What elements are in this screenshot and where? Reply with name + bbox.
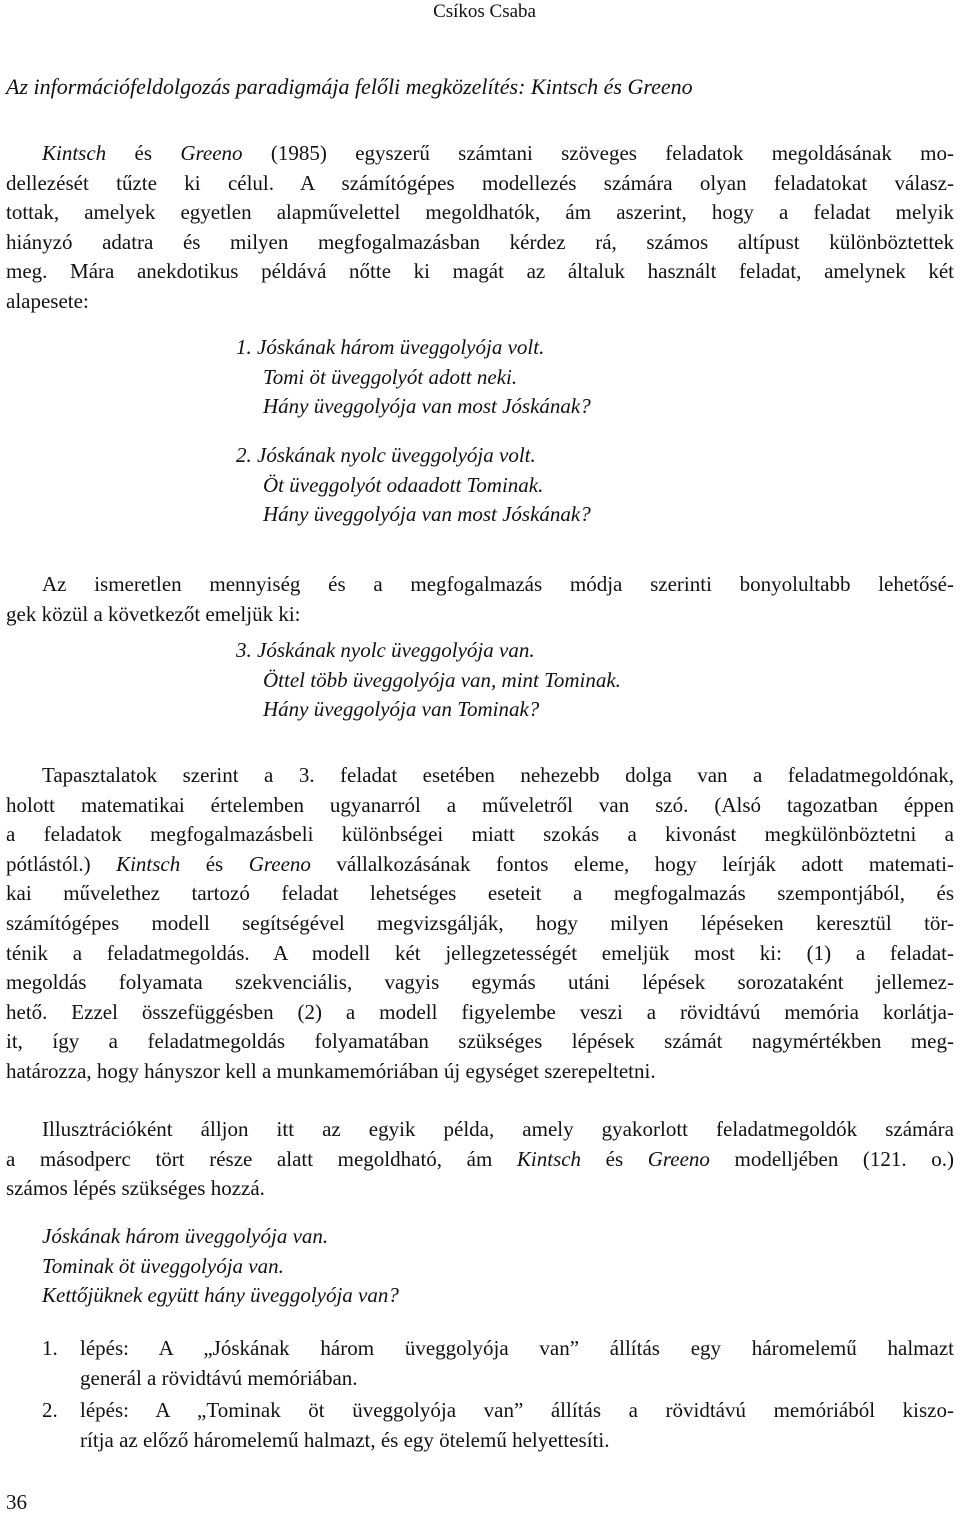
example-problem-2 xyxy=(236,441,591,530)
page xyxy=(6,0,954,1517)
example-line: Tomi öt üveggolyót adott neki. xyxy=(263,364,518,389)
text-line: alapesete: xyxy=(6,288,89,313)
text-line: határozza, hogy hányszor kell a munkamemóriában új egységet szerepeltetni. xyxy=(6,1058,656,1083)
section-title: Az információfeldolgozás paradigmája felőli megközelítés: Kintsch és Greeno xyxy=(6,74,693,99)
step-number: 1. xyxy=(42,1336,58,1360)
page-number: 36 xyxy=(6,1490,27,1514)
step-text-line: generál a rövidtávú memóriában. xyxy=(80,1365,358,1390)
text-line: kai művelethez tartozó feladat lehetséges eseteit a megfogalmazás szempontjából, és xyxy=(6,881,954,906)
text-line: Az ismeretlen mennyiség és a megfogalmazás módja szerinti bonyolultabb lehetősé- xyxy=(42,572,954,596)
running-header-author: Csíkos Csaba xyxy=(433,1,536,22)
text-line: meg. Mára anekdotikus példává nőtte ki magát az általuk használt feladat, amelynek két xyxy=(6,259,954,284)
text-line: gek közül a következőt emeljük ki: xyxy=(6,601,301,626)
text-line: it, így a feladatmegoldás folyamatában szükséges lépések számát nagymértékben meg- xyxy=(6,1029,954,1054)
text-line: hiányzó adatra és milyen megfogalmazásban kérdez rá, számos altípust különböztettek xyxy=(6,229,954,254)
step-text-line: rítja az előző háromelemű halmazt, és egy ötelemű helyettesíti. xyxy=(80,1427,610,1452)
text-line: pótlástól.) Kintsch és Greeno vállalkozásának fontos eleme, hogy leírják adott matemati- xyxy=(6,851,954,876)
text-line: dellezését tűzte ki célul. A számítógépes modellezés számára olyan feladatokat válasz- xyxy=(6,170,954,195)
example-line: Tominak öt üveggolyója van. xyxy=(42,1253,284,1278)
text-line: Kintsch és Greeno (1985) egyszerű számtani szöveges feladatok megoldásának mo- xyxy=(42,141,955,165)
step-number: 2. xyxy=(42,1398,58,1423)
paragraph-experience xyxy=(6,761,954,1087)
paragraph-intro xyxy=(6,139,954,317)
example-line: 2. Jóskának nyolc üveggolyója volt. xyxy=(236,443,536,467)
text-line: ténik a feladatmegoldás. A modell két jellegzetességét emeljük most ki: (1) a feladat- xyxy=(6,940,954,965)
step-item xyxy=(42,1334,954,1393)
example-line: Öttel több üveggolyója van, mint Tominak. xyxy=(263,667,621,692)
example-line: 1. Jóskának három üveggolyója volt. xyxy=(236,335,545,359)
example-line: Öt üveggolyót odaadott Tominak. xyxy=(263,472,544,497)
example-line: 3. Jóskának nyolc üveggolyója van. xyxy=(236,638,535,662)
example-problem-1 xyxy=(236,333,591,422)
text-line: megoldás folyamata szekvenciális, vagyis egymás utáni lépések sorozataként jellemez- xyxy=(6,970,954,995)
example-line: Hány üveggolyója van most Jóskának? xyxy=(263,394,591,419)
text-line: a másodperc tört része alatt megoldható, ám Kintsch és Greeno modelljében (121. o.) xyxy=(6,1146,954,1171)
text-line: a feladatok megfogalmazásbeli különbségei miatt szokás a kivonást megkülönböztetni a xyxy=(6,822,954,847)
text-line: Illusztrációként álljon itt az egyik példa, amely gyakorlott feladatmegoldók számára xyxy=(42,1117,954,1141)
model-steps-list xyxy=(42,1334,954,1458)
paragraph-illustration xyxy=(6,1115,954,1204)
step-text-line: lépés: A „Jóskának három üveggolyója van” állítás egy háromelemű halmazt xyxy=(80,1336,954,1360)
example-problem-3 xyxy=(236,636,621,725)
step-item xyxy=(42,1396,954,1455)
text-line: számos lépés szükséges hozzá. xyxy=(6,1176,265,1201)
example-line: Jóskának három üveggolyója van. xyxy=(42,1224,329,1248)
text-line: számítógépes modell segítségével megvizsgálják, hogy milyen lépéseken keresztül tör- xyxy=(6,910,954,935)
paragraph-complex-cases xyxy=(6,570,954,629)
step-text-line: lépés: A „Tominak öt üveggolyója van” állítás a rövidtávú memóriából kiszo- xyxy=(80,1398,954,1423)
text-line: Tapasztalatok szerint a 3. feladat esetében nehezebb dolga van a feladatmegoldónak, xyxy=(42,763,954,787)
text-line: hető. Ezzel összefüggésben (2) a modell figyelembe veszi a rövidtávú memória korlátja- xyxy=(6,999,954,1024)
example-line: Kettőjüknek együtt hány üveggolyója van? xyxy=(42,1283,399,1308)
example-problem-illustration xyxy=(42,1222,399,1311)
text-line: holott matematikai értelemben ugyanarról a műveletről van szó. (Alsó tagozatban éppen xyxy=(6,792,954,817)
text-line: tottak, amelyek egyetlen alapművelettel megoldhatók, ám aszerint, hogy a feladat melyik xyxy=(6,200,954,225)
example-line: Hány üveggolyója van most Jóskának? xyxy=(263,502,591,527)
example-line: Hány üveggolyója van Tominak? xyxy=(263,697,540,722)
